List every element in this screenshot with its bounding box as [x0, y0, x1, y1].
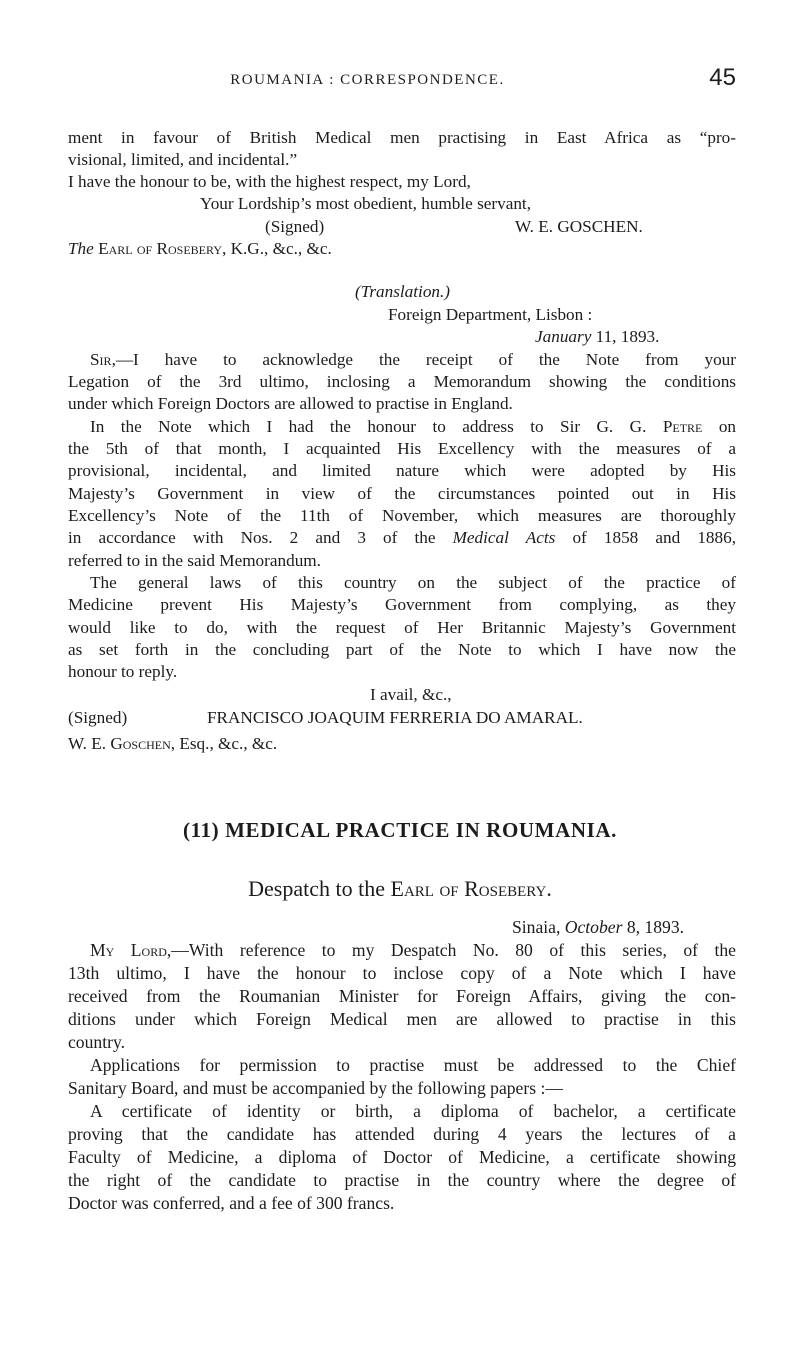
body-line: honour to reply.	[68, 662, 178, 681]
body-line: country.	[68, 1032, 125, 1052]
addressee-the: The	[68, 239, 94, 258]
body-line: the right of the candidate to practise in the country where the degree of	[68, 1170, 736, 1190]
date-rest: 11, 1893.	[591, 327, 660, 346]
closing-avail: I avail, &c.,	[370, 685, 452, 704]
body-line: Sanitary Board, and must be accompanied by the following papers :—	[68, 1078, 563, 1098]
closing-honour: I have the honour to be, with the highest respect, my Lord,	[68, 172, 471, 191]
body-line: Applications for permission to practise must be addressed to the Chief	[90, 1055, 736, 1075]
date-month: January	[535, 327, 592, 346]
body-line: ment in favour of British Medical men practising in East Africa as “pro-	[68, 128, 736, 147]
body-line: under which Foreign Doctors are allowed to practise in England.	[68, 394, 513, 413]
body-line: proving that the candidate has attended during 4 years the lectures of a	[68, 1124, 736, 1144]
signatory-goschen: W. E. GOSCHEN.	[515, 217, 643, 236]
body-line: the 5th of that month, I acquainted His Excellency with the measures of a	[68, 439, 736, 458]
body-line: would like to do, with the request of Her Britannic Majesty’s Government	[68, 618, 736, 637]
page-number: 45	[709, 64, 736, 91]
body-line: In the Note which I had the honour to address to Sir G. G. Petre on	[90, 417, 737, 436]
body-line: in accordance with Nos. 2 and 3 of the Medical Acts of 1858 and 1886,	[68, 528, 736, 547]
section-heading: (11) MEDICAL PRACTICE IN ROUMANIA.	[183, 818, 617, 842]
body-line: The general laws of this country on the subject of the practice of	[90, 573, 736, 592]
body-line: Legation of the 3rd ultimo, inclosing a Memorandum showing the conditions	[68, 372, 736, 391]
signatory-amaral: FRANCISCO JOAQUIM FERRERIA DO AMARAL.	[207, 708, 583, 727]
body-line: received from the Roumanian Minister for Foreign Affairs, giving the con-	[68, 986, 736, 1006]
despatch-title: Despatch to the Earl of Rosebery.	[248, 876, 552, 901]
body-line: 13th ultimo, I have the honour to inclose copy of a Note which I have	[68, 963, 736, 983]
body-line: Majesty’s Government in view of the circumstances pointed out in His	[68, 484, 736, 503]
dateline: Sinaia, October 8, 1893.	[512, 917, 685, 937]
body-line: Medicine prevent His Majesty’s Government from complying, as they	[68, 595, 736, 614]
closing-servant: Your Lordship’s most obedient, humble servant,	[200, 194, 532, 213]
body-line: referred to in the said Memorandum.	[68, 551, 321, 570]
body-line: Doctor was conferred, and a fee of 300 francs.	[68, 1193, 395, 1213]
addressee-rest: , K.G., &c., &c.	[222, 239, 332, 258]
body-line: provisional, incidental, and limited nature which were adopted by His	[68, 461, 736, 480]
signed-label: (Signed)	[265, 217, 325, 236]
translation-label: (Translation.)	[355, 282, 451, 301]
signed-label: (Signed)	[68, 708, 128, 727]
body-line: Sir,—I have to acknowledge the receipt of the Note from your	[90, 350, 736, 369]
despatch-name: Earl of Rosebery	[390, 876, 547, 901]
body-line: visional, limited, and incidental.”	[68, 150, 298, 169]
body-line: Faculty of Medicine, a diploma of Doctor of Medicine, a certificate showing	[68, 1147, 736, 1167]
body-line: as set forth in the concluding part of the Note to which I have now the	[68, 640, 736, 659]
translation-place: Foreign Department, Lisbon :	[388, 305, 593, 324]
addressee-line	[68, 238, 736, 260]
translation-date	[535, 326, 659, 348]
addressee-goschen: W. E. Goschen, Esq., &c., &c.	[68, 734, 278, 753]
body-line: A certificate of identity or birth, a diploma of bachelor, a certificate	[90, 1101, 736, 1121]
body-line: Excellency’s Note of the 11th of November, which measures are thoroughly	[68, 506, 736, 525]
addressee-name: Earl of Rosebery	[98, 239, 222, 258]
body-line: ditions under which Foreign Medical men are allowed to practise in this	[68, 1009, 736, 1029]
body-line: My Lord,—With reference to my Despatch No. 80 of this series, of the	[90, 940, 736, 960]
running-head: ROUMANIA : CORRESPONDENCE.	[230, 72, 505, 88]
